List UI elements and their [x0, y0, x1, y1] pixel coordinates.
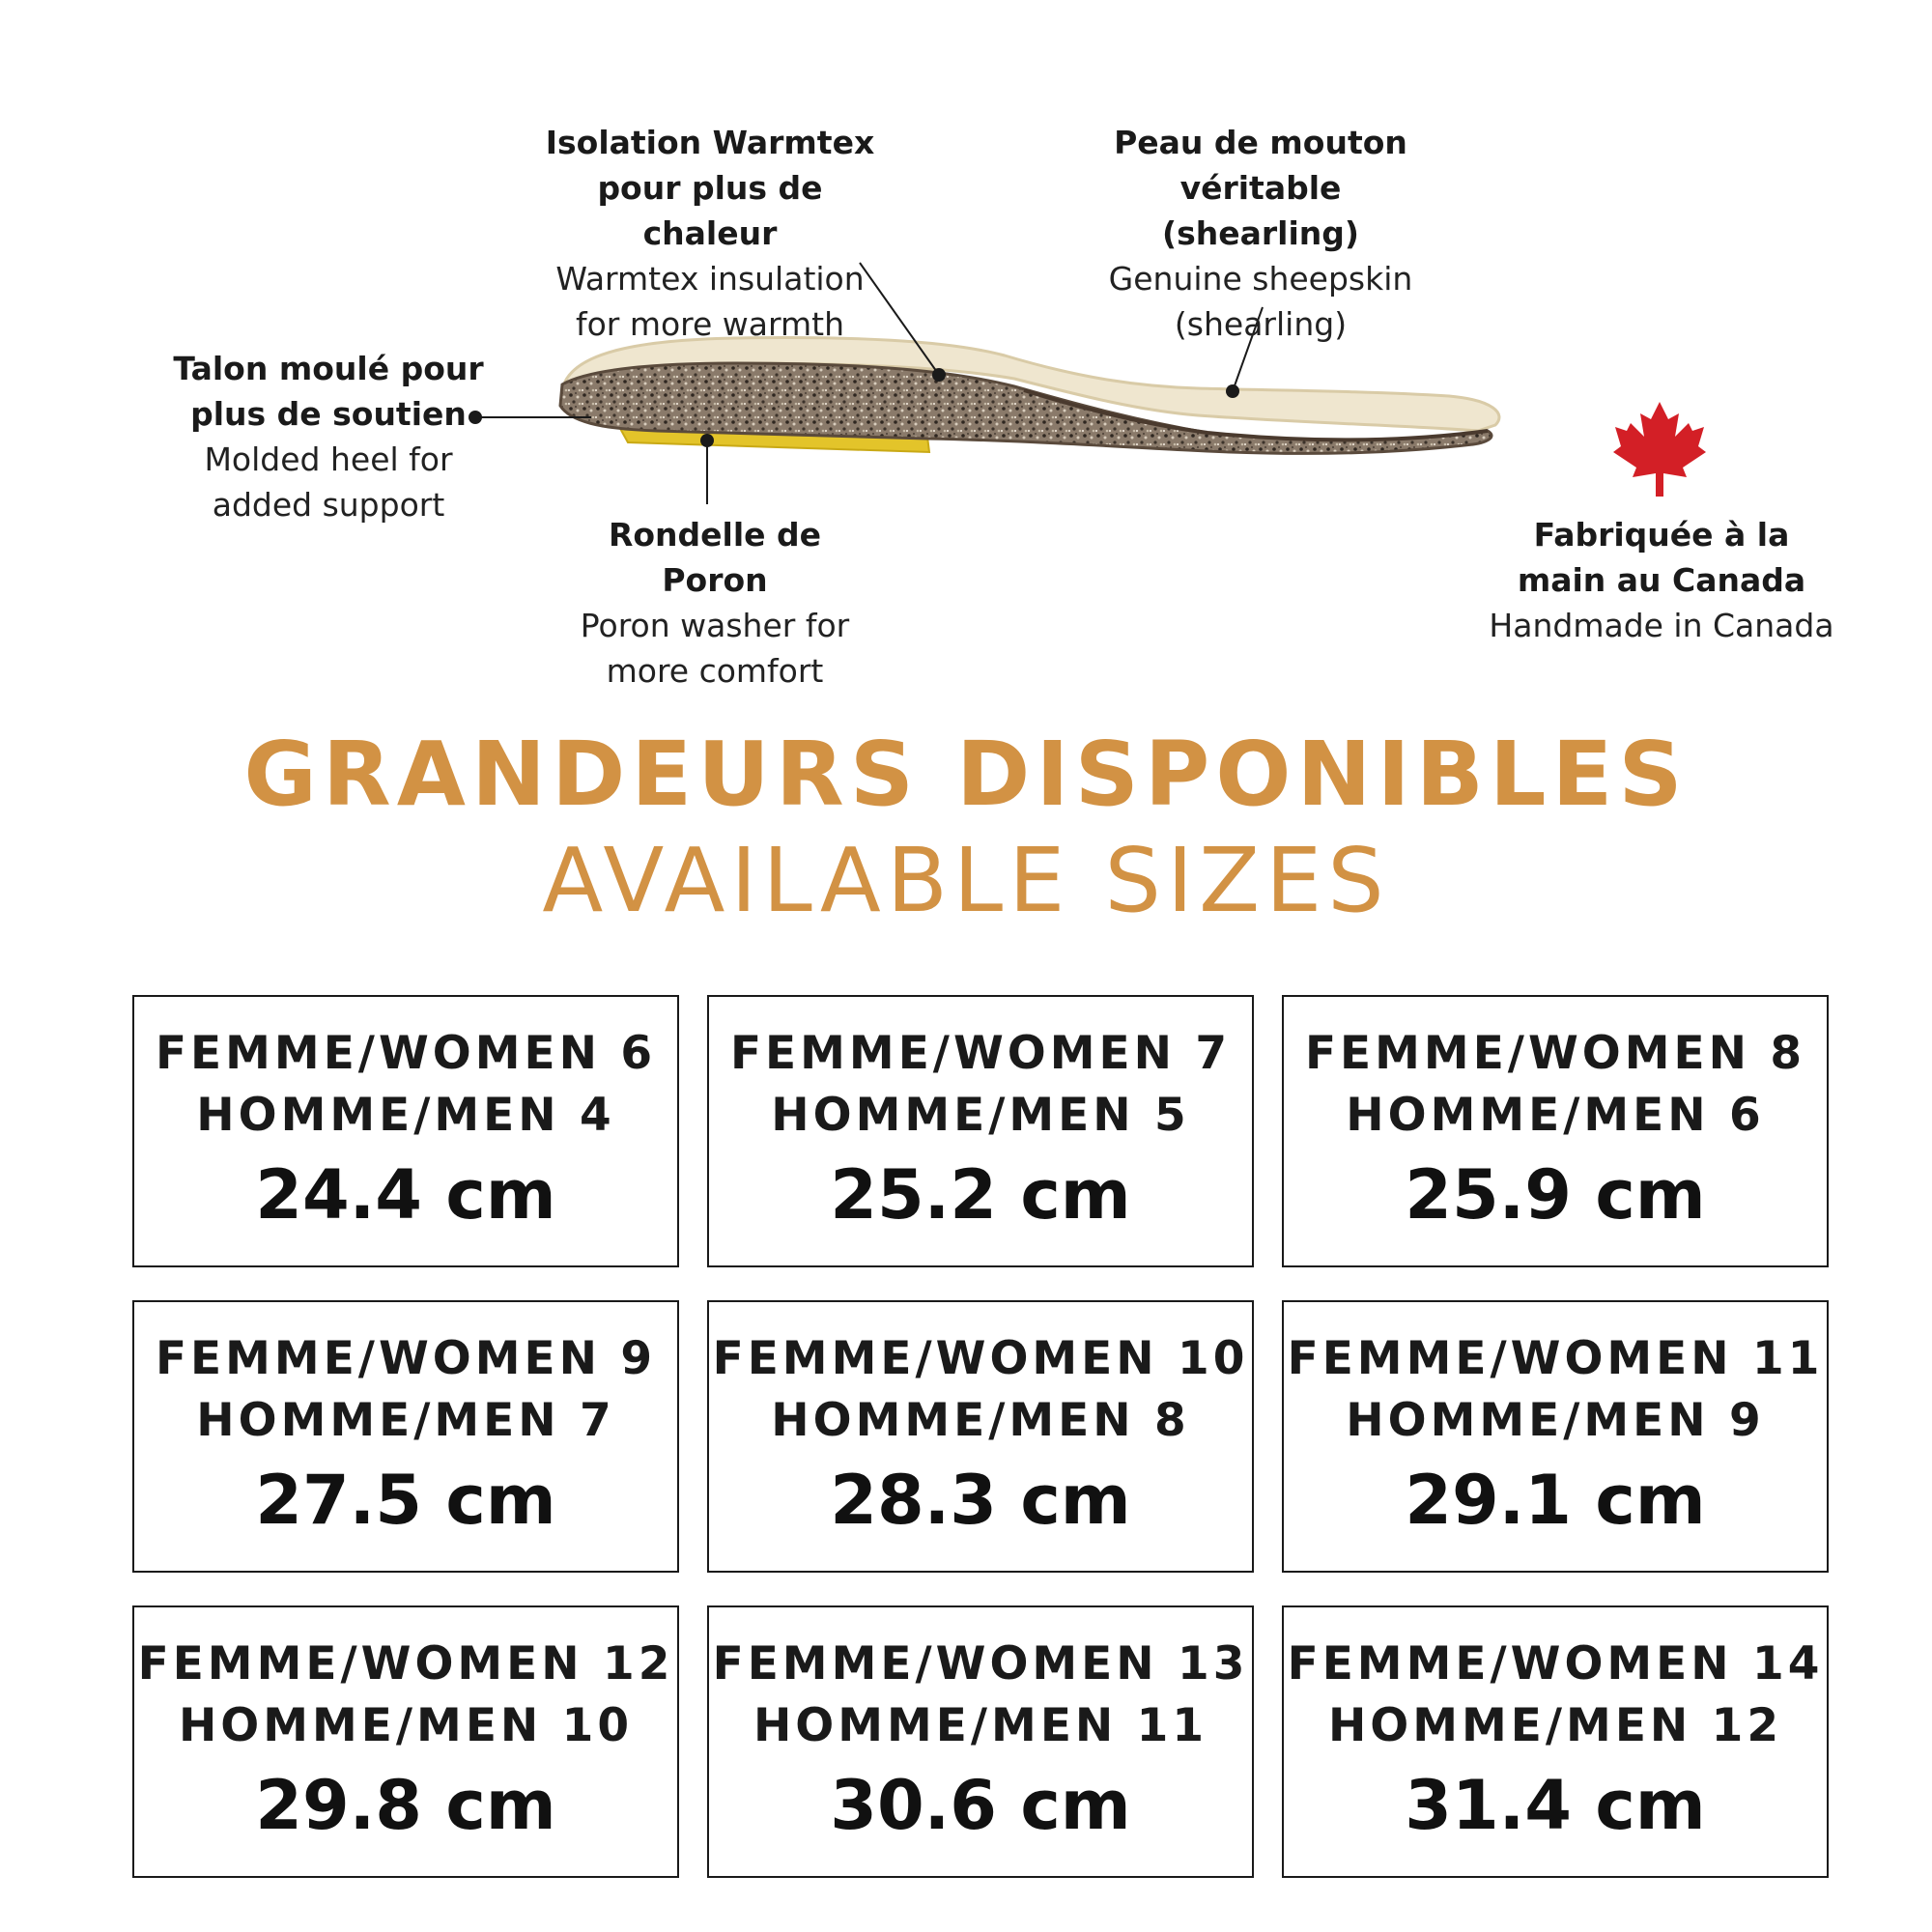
women-size: FEMME/WOMEN 6 — [155, 1027, 657, 1080]
size-card — [132, 995, 679, 1267]
insole-length: 27.5 cm — [255, 1461, 556, 1540]
feature-insulation-en-1: Warmtex insulation — [555, 260, 865, 298]
size-card — [132, 1300, 679, 1573]
men-size: HOMME/MEN 4 — [196, 1089, 615, 1142]
heading-en: AVAILABLE SIZES — [542, 829, 1390, 932]
women-size: FEMME/WOMEN 14 — [1287, 1637, 1824, 1690]
feature-sheepskin-fr-1: Peau de mouton — [1114, 124, 1407, 161]
feature-insulation — [541, 120, 879, 347]
feature-sheepskin-en-1: Genuine sheepskin — [1108, 260, 1413, 298]
feature-sheepskin-en-2: (shearling) — [1174, 305, 1348, 343]
insole-length: 28.3 cm — [830, 1461, 1131, 1540]
feature-canada-fr-1: Fabriquée à la — [1533, 516, 1790, 554]
maple-leaf-icon — [1613, 402, 1706, 497]
feature-sheepskin-fr-2: véritable (shearling) — [1162, 169, 1359, 252]
men-size: HOMME/MEN 11 — [753, 1699, 1208, 1752]
size-card — [707, 1300, 1254, 1573]
feature-poron-fr-1: Rondelle de Poron — [608, 516, 822, 599]
men-size: HOMME/MEN 10 — [178, 1699, 634, 1752]
men-size: HOMME/MEN 6 — [1346, 1089, 1765, 1142]
feature-heel-fr-2: plus de soutien — [190, 395, 467, 433]
women-size: FEMME/WOMEN 10 — [712, 1332, 1249, 1385]
size-grid — [132, 995, 1827, 1878]
feature-poron-en-1: Poron washer for — [580, 607, 850, 644]
men-size: HOMME/MEN 5 — [771, 1089, 1190, 1142]
insole-length: 29.1 cm — [1405, 1461, 1706, 1540]
men-size: HOMME/MEN 7 — [196, 1394, 615, 1447]
feature-insulation-en-2: for more warmth — [575, 305, 845, 343]
feature-heel-en-2: added support — [212, 486, 445, 524]
size-card — [132, 1605, 679, 1878]
women-size: FEMME/WOMEN 11 — [1287, 1332, 1824, 1385]
feature-poron-en-2: more comfort — [606, 652, 824, 690]
men-size: HOMME/MEN 8 — [771, 1394, 1190, 1447]
women-size: FEMME/WOMEN 9 — [155, 1332, 657, 1385]
heading-fr: GRANDEURS DISPONIBLES — [243, 723, 1689, 826]
insole-length: 30.6 cm — [830, 1766, 1131, 1845]
insole-length: 24.4 cm — [255, 1155, 556, 1235]
feature-canada — [1478, 512, 1845, 648]
feature-canada-fr-2: main au Canada — [1517, 561, 1806, 599]
feature-heel — [164, 346, 493, 527]
insole-length: 31.4 cm — [1405, 1766, 1706, 1845]
women-size: FEMME/WOMEN 12 — [137, 1637, 674, 1690]
men-size: HOMME/MEN 12 — [1327, 1699, 1783, 1752]
women-size: FEMME/WOMEN 7 — [729, 1027, 1232, 1080]
size-card — [1282, 995, 1829, 1267]
feature-canada-en-1: Handmade in Canada — [1489, 607, 1834, 644]
women-size: FEMME/WOMEN 13 — [712, 1637, 1249, 1690]
women-size: FEMME/WOMEN 8 — [1304, 1027, 1806, 1080]
size-card — [707, 995, 1254, 1267]
size-card — [1282, 1300, 1829, 1573]
feature-poron — [551, 512, 879, 694]
insole-length: 25.9 cm — [1405, 1155, 1706, 1235]
feature-insulation-fr-2: pour plus de chaleur — [597, 169, 823, 252]
insole-length: 29.8 cm — [255, 1766, 556, 1845]
feature-insulation-fr-1: Isolation Warmtex — [545, 124, 875, 161]
men-size: HOMME/MEN 9 — [1346, 1394, 1765, 1447]
insole-length: 25.2 cm — [830, 1155, 1131, 1235]
feature-sheepskin — [1092, 120, 1430, 347]
feature-heel-en-1: Molded heel for — [204, 440, 453, 478]
size-card — [1282, 1605, 1829, 1878]
feature-heel-fr-1: Talon moulé pour — [173, 350, 484, 387]
size-card — [707, 1605, 1254, 1878]
